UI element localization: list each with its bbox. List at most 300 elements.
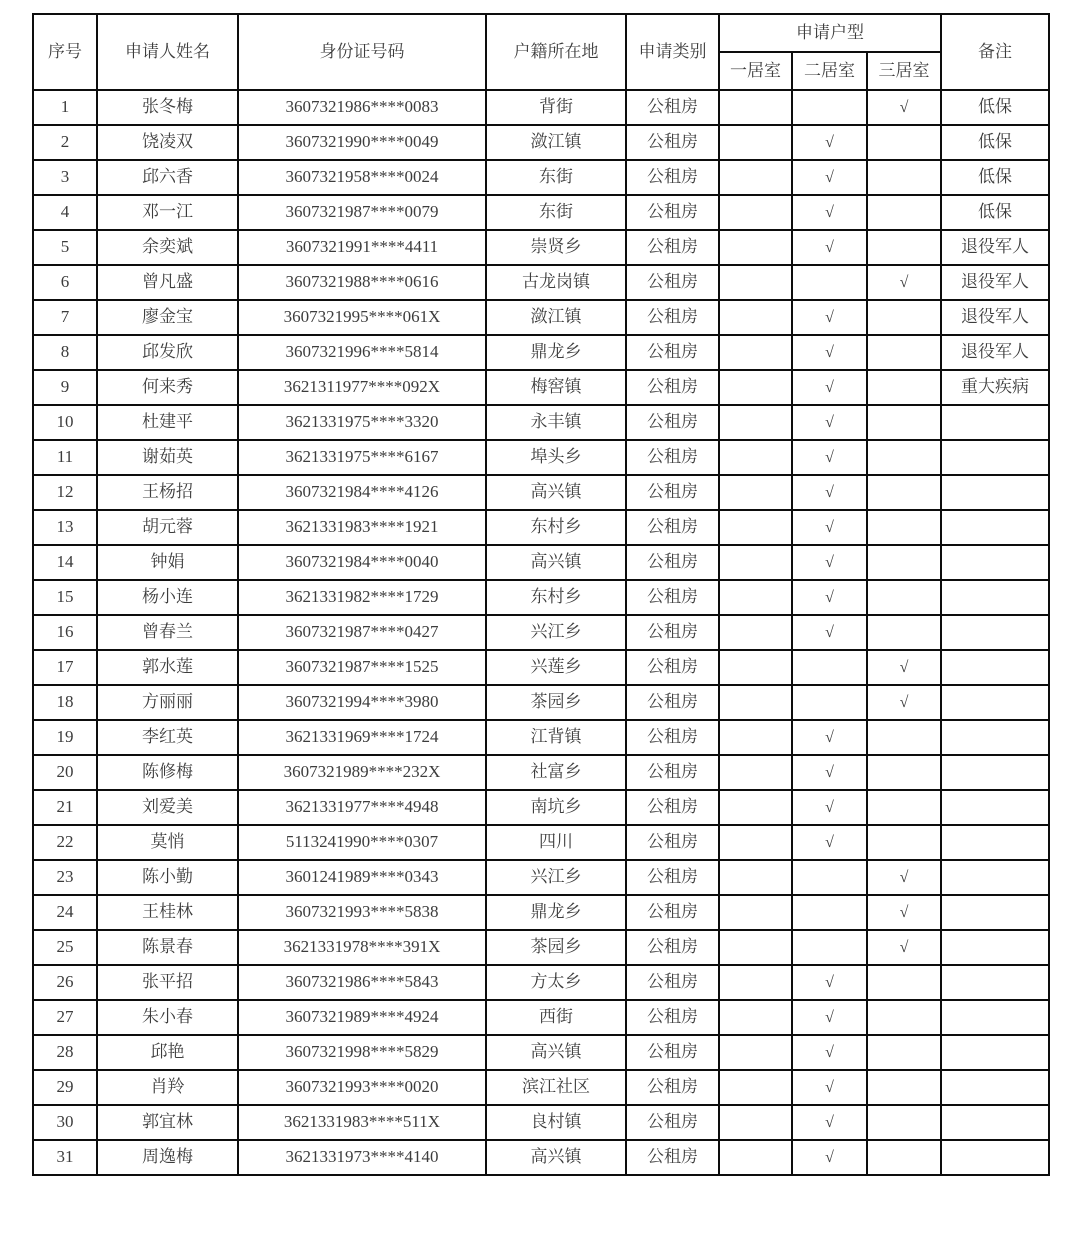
cell-remark	[941, 615, 1049, 650]
cell-applicant-name: 李红英	[97, 720, 238, 755]
cell-one-bedroom	[719, 1000, 792, 1035]
cell-serial: 15	[33, 580, 97, 615]
cell-three-bedroom	[867, 755, 941, 790]
cell-two-bedroom	[792, 1000, 867, 1035]
cell-two-bedroom	[792, 720, 867, 755]
cell-one-bedroom	[719, 755, 792, 790]
cell-remark: 低保	[941, 125, 1049, 160]
cell-remark: 退役军人	[941, 335, 1049, 370]
cell-one-bedroom	[719, 650, 792, 685]
table-row	[33, 160, 1049, 195]
cell-one-bedroom	[719, 1070, 792, 1105]
cell-one-bedroom	[719, 195, 792, 230]
cell-residence: 梅窖镇	[486, 370, 626, 405]
cell-residence: 兴江乡	[486, 615, 626, 650]
cell-applicant-name: 朱小春	[97, 1000, 238, 1035]
cell-three-bedroom	[867, 510, 941, 545]
cell-one-bedroom	[719, 930, 792, 965]
cell-two-bedroom	[792, 405, 867, 440]
cell-id-number: 3621331978****391X	[238, 930, 486, 965]
cell-serial: 18	[33, 685, 97, 720]
checkmark-icon: √	[825, 414, 834, 432]
cell-two-bedroom	[792, 650, 867, 685]
table-row	[33, 405, 1049, 440]
cell-category: 公租房	[626, 265, 719, 300]
cell-one-bedroom	[719, 860, 792, 895]
cell-applicant-name: 郭宜林	[97, 1105, 238, 1140]
table-row	[33, 230, 1049, 265]
cell-residence: 背街	[486, 90, 626, 125]
cell-three-bedroom	[867, 1000, 941, 1035]
cell-category: 公租房	[626, 1070, 719, 1105]
cell-serial: 11	[33, 440, 97, 475]
cell-applicant-name: 曾凡盛	[97, 265, 238, 300]
table-row	[33, 755, 1049, 790]
cell-one-bedroom	[719, 230, 792, 265]
cell-residence: 鼎龙乡	[486, 335, 626, 370]
checkmark-icon: √	[825, 554, 834, 572]
cell-applicant-name: 方丽丽	[97, 685, 238, 720]
cell-serial: 7	[33, 300, 97, 335]
cell-id-number: 3607321987****1525	[238, 650, 486, 685]
cell-residence: 方太乡	[486, 965, 626, 1000]
cell-three-bedroom	[867, 90, 941, 125]
checkmark-icon: √	[899, 904, 909, 922]
cell-two-bedroom	[792, 300, 867, 335]
cell-serial: 31	[33, 1140, 97, 1175]
cell-three-bedroom	[867, 580, 941, 615]
table-row	[33, 195, 1049, 230]
table-row	[33, 860, 1049, 895]
cell-applicant-name: 郭水莲	[97, 650, 238, 685]
cell-applicant-name: 饶凌双	[97, 125, 238, 160]
cell-one-bedroom	[719, 475, 792, 510]
table-row	[33, 790, 1049, 825]
cell-remark	[941, 440, 1049, 475]
cell-three-bedroom	[867, 1140, 941, 1175]
cell-one-bedroom	[719, 1140, 792, 1175]
cell-one-bedroom	[719, 370, 792, 405]
cell-residence: 高兴镇	[486, 545, 626, 580]
checkmark-icon: √	[825, 799, 834, 817]
cell-applicant-name: 王桂林	[97, 895, 238, 930]
cell-serial: 1	[33, 90, 97, 125]
cell-serial: 24	[33, 895, 97, 930]
cell-remark: 退役军人	[941, 230, 1049, 265]
cell-id-number: 3601241989****0343	[238, 860, 486, 895]
cell-three-bedroom	[867, 545, 941, 580]
cell-id-number: 3607321995****061X	[238, 300, 486, 335]
checkmark-icon: √	[899, 869, 909, 887]
cell-residence: 社富乡	[486, 755, 626, 790]
cell-serial: 4	[33, 195, 97, 230]
table-row	[33, 90, 1049, 125]
cell-residence: 东村乡	[486, 580, 626, 615]
cell-serial: 16	[33, 615, 97, 650]
checkmark-icon: √	[899, 939, 909, 957]
cell-category: 公租房	[626, 1035, 719, 1070]
header-category: 申请类别	[626, 14, 719, 90]
table-row	[33, 580, 1049, 615]
cell-applicant-name: 王杨招	[97, 475, 238, 510]
cell-applicant-name: 胡元蓉	[97, 510, 238, 545]
cell-remark	[941, 790, 1049, 825]
cell-three-bedroom	[867, 230, 941, 265]
checkmark-icon: √	[825, 484, 834, 502]
cell-id-number: 3607321987****0079	[238, 195, 486, 230]
cell-remark: 低保	[941, 160, 1049, 195]
header-remark: 备注	[941, 14, 1049, 90]
cell-category: 公租房	[626, 335, 719, 370]
checkmark-icon: √	[825, 169, 834, 187]
cell-applicant-name: 周逸梅	[97, 1140, 238, 1175]
cell-id-number: 3621331975****6167	[238, 440, 486, 475]
cell-two-bedroom	[792, 1070, 867, 1105]
cell-category: 公租房	[626, 1140, 719, 1175]
cell-three-bedroom	[867, 1105, 941, 1140]
checkmark-icon: √	[825, 834, 834, 852]
cell-category: 公租房	[626, 545, 719, 580]
applicant-table	[32, 13, 1050, 1176]
cell-category: 公租房	[626, 650, 719, 685]
cell-residence: 兴莲乡	[486, 650, 626, 685]
cell-remark	[941, 1035, 1049, 1070]
cell-two-bedroom	[792, 930, 867, 965]
cell-applicant-name: 陈小勤	[97, 860, 238, 895]
cell-applicant-name: 肖羚	[97, 1070, 238, 1105]
table-row	[33, 825, 1049, 860]
cell-residence: 兴江乡	[486, 860, 626, 895]
checkmark-icon: √	[825, 239, 834, 257]
cell-one-bedroom	[719, 300, 792, 335]
cell-three-bedroom	[867, 930, 941, 965]
cell-serial: 22	[33, 825, 97, 860]
cell-three-bedroom	[867, 685, 941, 720]
table-row	[33, 615, 1049, 650]
cell-residence: 高兴镇	[486, 475, 626, 510]
cell-three-bedroom	[867, 300, 941, 335]
cell-remark	[941, 510, 1049, 545]
cell-serial: 6	[33, 265, 97, 300]
cell-residence: 鼎龙乡	[486, 895, 626, 930]
cell-remark	[941, 685, 1049, 720]
table-row	[33, 300, 1049, 335]
cell-two-bedroom	[792, 1140, 867, 1175]
cell-one-bedroom	[719, 685, 792, 720]
cell-one-bedroom	[719, 790, 792, 825]
cell-serial: 8	[33, 335, 97, 370]
cell-applicant-name: 何来秀	[97, 370, 238, 405]
cell-residence: 埠头乡	[486, 440, 626, 475]
cell-two-bedroom	[792, 545, 867, 580]
checkmark-icon: √	[825, 974, 834, 992]
cell-category: 公租房	[626, 195, 719, 230]
cell-two-bedroom	[792, 195, 867, 230]
cell-two-bedroom	[792, 790, 867, 825]
table-row	[33, 965, 1049, 1000]
cell-remark: 重大疾病	[941, 370, 1049, 405]
cell-three-bedroom	[867, 790, 941, 825]
checkmark-icon: √	[825, 309, 834, 327]
cell-applicant-name: 谢茹英	[97, 440, 238, 475]
cell-one-bedroom	[719, 580, 792, 615]
cell-remark	[941, 1070, 1049, 1105]
cell-remark	[941, 1140, 1049, 1175]
cell-serial: 19	[33, 720, 97, 755]
table-row	[33, 1035, 1049, 1070]
cell-serial: 14	[33, 545, 97, 580]
cell-one-bedroom	[719, 965, 792, 1000]
cell-residence: 东街	[486, 160, 626, 195]
cell-applicant-name: 杨小连	[97, 580, 238, 615]
checkmark-icon: √	[825, 1079, 834, 1097]
cell-two-bedroom	[792, 230, 867, 265]
cell-residence: 崇贤乡	[486, 230, 626, 265]
header-unit-type-group: 申请户型	[719, 14, 941, 52]
cell-category: 公租房	[626, 755, 719, 790]
cell-residence: 南坑乡	[486, 790, 626, 825]
table-row	[33, 685, 1049, 720]
cell-remark: 退役军人	[941, 300, 1049, 335]
checkmark-icon: √	[899, 274, 909, 292]
cell-three-bedroom	[867, 615, 941, 650]
cell-id-number: 3621331973****4140	[238, 1140, 486, 1175]
cell-three-bedroom	[867, 720, 941, 755]
cell-one-bedroom	[719, 335, 792, 370]
cell-serial: 26	[33, 965, 97, 1000]
cell-residence: 永丰镇	[486, 405, 626, 440]
cell-residence: 古龙岗镇	[486, 265, 626, 300]
cell-applicant-name: 余奕斌	[97, 230, 238, 265]
table-row	[33, 125, 1049, 160]
cell-category: 公租房	[626, 580, 719, 615]
cell-id-number: 3607321993****0020	[238, 1070, 486, 1105]
cell-applicant-name: 张冬梅	[97, 90, 238, 125]
cell-category: 公租房	[626, 615, 719, 650]
cell-remark	[941, 1105, 1049, 1140]
cell-applicant-name: 刘爱美	[97, 790, 238, 825]
cell-applicant-name: 邱六香	[97, 160, 238, 195]
cell-two-bedroom	[792, 440, 867, 475]
cell-category: 公租房	[626, 790, 719, 825]
cell-id-number: 5113241990****0307	[238, 825, 486, 860]
cell-one-bedroom	[719, 615, 792, 650]
cell-category: 公租房	[626, 860, 719, 895]
cell-three-bedroom	[867, 650, 941, 685]
cell-two-bedroom	[792, 825, 867, 860]
checkmark-icon: √	[825, 1009, 834, 1027]
cell-category: 公租房	[626, 230, 719, 265]
header-residence: 户籍所在地	[486, 14, 626, 90]
checkmark-icon: √	[825, 204, 834, 222]
cell-remark	[941, 895, 1049, 930]
cell-id-number: 3607321993****5838	[238, 895, 486, 930]
cell-three-bedroom	[867, 125, 941, 160]
cell-one-bedroom	[719, 265, 792, 300]
cell-residence: 东村乡	[486, 510, 626, 545]
cell-applicant-name: 莫悄	[97, 825, 238, 860]
cell-serial: 20	[33, 755, 97, 790]
cell-id-number: 3621331983****511X	[238, 1105, 486, 1140]
cell-three-bedroom	[867, 335, 941, 370]
cell-applicant-name: 陈修梅	[97, 755, 238, 790]
table-row	[33, 545, 1049, 580]
cell-remark	[941, 545, 1049, 580]
cell-residence: 四川	[486, 825, 626, 860]
cell-id-number: 3621331975****3320	[238, 405, 486, 440]
cell-id-number: 3607321990****0049	[238, 125, 486, 160]
cell-three-bedroom	[867, 405, 941, 440]
cell-one-bedroom	[719, 720, 792, 755]
cell-applicant-name: 邱发欣	[97, 335, 238, 370]
cell-one-bedroom	[719, 1105, 792, 1140]
cell-id-number: 3607321986****5843	[238, 965, 486, 1000]
cell-category: 公租房	[626, 1105, 719, 1140]
cell-serial: 29	[33, 1070, 97, 1105]
cell-applicant-name: 张平招	[97, 965, 238, 1000]
table-row	[33, 510, 1049, 545]
cell-category: 公租房	[626, 1000, 719, 1035]
checkmark-icon: √	[825, 764, 834, 782]
checkmark-icon: √	[899, 99, 909, 117]
cell-residence: 良村镇	[486, 1105, 626, 1140]
checkmark-icon: √	[825, 729, 834, 747]
checkmark-icon: √	[899, 694, 909, 712]
cell-residence: 西街	[486, 1000, 626, 1035]
cell-id-number: 3607321986****0083	[238, 90, 486, 125]
cell-id-number: 3607321988****0616	[238, 265, 486, 300]
table-row	[33, 650, 1049, 685]
header-one-bedroom: 一居室	[719, 52, 792, 90]
table-row	[33, 370, 1049, 405]
cell-residence: 潋江镇	[486, 300, 626, 335]
cell-three-bedroom	[867, 860, 941, 895]
cell-id-number: 3621331977****4948	[238, 790, 486, 825]
table-row	[33, 1070, 1049, 1105]
cell-id-number: 3607321994****3980	[238, 685, 486, 720]
cell-three-bedroom	[867, 475, 941, 510]
cell-two-bedroom	[792, 510, 867, 545]
cell-residence: 高兴镇	[486, 1140, 626, 1175]
table-row	[33, 895, 1049, 930]
cell-applicant-name: 邓一江	[97, 195, 238, 230]
cell-two-bedroom	[792, 125, 867, 160]
cell-serial: 28	[33, 1035, 97, 1070]
cell-applicant-name: 钟娟	[97, 545, 238, 580]
cell-category: 公租房	[626, 895, 719, 930]
cell-category: 公租房	[626, 370, 719, 405]
checkmark-icon: √	[825, 1044, 834, 1062]
cell-two-bedroom	[792, 615, 867, 650]
header-two-bedroom: 二居室	[792, 52, 867, 90]
cell-serial: 10	[33, 405, 97, 440]
cell-three-bedroom	[867, 440, 941, 475]
cell-residence: 茶园乡	[486, 930, 626, 965]
cell-serial: 21	[33, 790, 97, 825]
cell-remark: 低保	[941, 195, 1049, 230]
cell-one-bedroom	[719, 125, 792, 160]
cell-remark: 低保	[941, 90, 1049, 125]
cell-remark	[941, 1000, 1049, 1035]
cell-id-number: 3607321991****4411	[238, 230, 486, 265]
cell-three-bedroom	[867, 160, 941, 195]
cell-id-number: 3607321987****0427	[238, 615, 486, 650]
cell-two-bedroom	[792, 1035, 867, 1070]
cell-three-bedroom	[867, 1070, 941, 1105]
table-row	[33, 1000, 1049, 1035]
table-row	[33, 475, 1049, 510]
cell-one-bedroom	[719, 545, 792, 580]
cell-serial: 30	[33, 1105, 97, 1140]
cell-one-bedroom	[719, 895, 792, 930]
cell-serial: 2	[33, 125, 97, 160]
cell-remark	[941, 755, 1049, 790]
table-body	[33, 90, 1049, 1175]
table-row	[33, 720, 1049, 755]
cell-category: 公租房	[626, 825, 719, 860]
cell-two-bedroom	[792, 370, 867, 405]
cell-two-bedroom	[792, 475, 867, 510]
cell-serial: 17	[33, 650, 97, 685]
cell-remark	[941, 580, 1049, 615]
cell-two-bedroom	[792, 755, 867, 790]
cell-remark	[941, 475, 1049, 510]
cell-one-bedroom	[719, 90, 792, 125]
cell-applicant-name: 邱艳	[97, 1035, 238, 1070]
cell-two-bedroom	[792, 685, 867, 720]
table-header-row-top	[33, 14, 1049, 52]
cell-category: 公租房	[626, 160, 719, 195]
cell-residence: 滨江社区	[486, 1070, 626, 1105]
cell-remark	[941, 930, 1049, 965]
checkmark-icon: √	[825, 379, 834, 397]
checkmark-icon: √	[825, 134, 834, 152]
cell-serial: 13	[33, 510, 97, 545]
cell-id-number: 3607321984****4126	[238, 475, 486, 510]
cell-id-number: 3607321989****232X	[238, 755, 486, 790]
cell-remark	[941, 965, 1049, 1000]
cell-category: 公租房	[626, 685, 719, 720]
cell-serial: 3	[33, 160, 97, 195]
checkmark-icon: √	[825, 344, 834, 362]
cell-category: 公租房	[626, 125, 719, 160]
cell-applicant-name: 廖金宝	[97, 300, 238, 335]
cell-category: 公租房	[626, 90, 719, 125]
cell-category: 公租房	[626, 440, 719, 475]
cell-id-number: 3621331983****1921	[238, 510, 486, 545]
cell-three-bedroom	[867, 195, 941, 230]
cell-three-bedroom	[867, 965, 941, 1000]
cell-two-bedroom	[792, 895, 867, 930]
cell-id-number: 3607321998****5829	[238, 1035, 486, 1070]
header-id-number: 身份证号码	[238, 14, 486, 90]
cell-applicant-name: 曾春兰	[97, 615, 238, 650]
checkmark-icon: √	[825, 589, 834, 607]
checkmark-icon: √	[825, 449, 834, 467]
cell-two-bedroom	[792, 965, 867, 1000]
cell-category: 公租房	[626, 475, 719, 510]
cell-serial: 5	[33, 230, 97, 265]
checkmark-icon: √	[825, 519, 834, 537]
cell-three-bedroom	[867, 265, 941, 300]
table-row	[33, 335, 1049, 370]
cell-id-number: 3607321958****0024	[238, 160, 486, 195]
cell-remark	[941, 650, 1049, 685]
cell-two-bedroom	[792, 90, 867, 125]
cell-id-number: 3607321984****0040	[238, 545, 486, 580]
cell-serial: 25	[33, 930, 97, 965]
cell-serial: 23	[33, 860, 97, 895]
